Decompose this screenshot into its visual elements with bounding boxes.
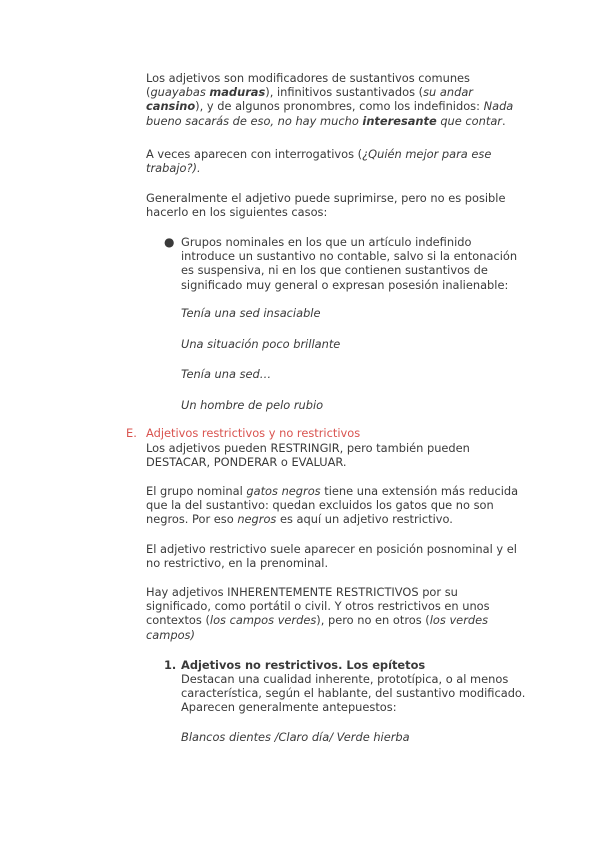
example-line: Tenía una sed insaciable <box>181 306 321 320</box>
example-line: Blancos dientes /Claro día/ Verde hierba <box>181 730 410 744</box>
section-letter: E. <box>126 426 137 440</box>
example-line: Un hombre de pelo rubio <box>181 398 324 412</box>
paragraph-restrict <box>146 441 526 469</box>
bullet-icon: ● <box>164 235 175 249</box>
text-span: ), infinitivos sustantivados ( <box>265 85 424 100</box>
example-line: Tenía una sed… <box>181 367 272 381</box>
text-span: ), y de algunos pronombres, como los indefinidos: <box>195 99 484 114</box>
subsection-body: Destacan una cualidad inherente, prototípica, o al menos característica, según el hablante, del sustantivo modificado. Aparecen generalmente antepuestos: <box>181 672 526 715</box>
text-paragraph: Generalmente el adjetivo puede suprimirse, pero no es posible hacerlo en los siguientes casos: <box>146 191 506 220</box>
example-italic: su andar <box>423 85 473 100</box>
example-bold-italic: maduras <box>209 85 266 100</box>
text-span: tiene una extensión más reducida que la del sustantivo: quedan excluidos los gatos que no son negros. Por eso <box>146 484 519 527</box>
example-italic: negros <box>237 512 277 527</box>
text-span: A veces aparecen con interrogativos ( <box>146 147 363 161</box>
paragraph-suppression <box>146 191 526 219</box>
text-paragraph: Los adjetivos pueden RESTRINGIR, pero también pueden DESTACAR, PONDERAR o EVALUAR. <box>146 441 470 470</box>
paragraph-gatos-negros <box>146 484 526 527</box>
example-italic: ) <box>190 627 195 642</box>
text-span: El grupo nominal <box>146 484 247 498</box>
paragraph-position <box>146 542 526 570</box>
example-italic: gatos negros <box>246 484 321 498</box>
text-span: ), pero no en otros ( <box>316 613 430 628</box>
text-span: . <box>501 113 506 128</box>
example-italic: que contar <box>436 113 502 128</box>
example-italic: ¿Quién mejor para ese trabajo?). <box>146 147 492 176</box>
paragraph-inherent <box>146 585 526 642</box>
text-span: Los adjetivos son modificadores de sustantivos comunes ( <box>146 71 470 100</box>
section-title: Adjetivos restrictivos y no restrictivos <box>146 426 361 440</box>
example-italic: los verdes campos <box>146 613 489 642</box>
list-number: 1. <box>164 658 177 672</box>
text-span: Hay adjetivos INHERENTEMENTE RESTRICTIVOS por su significado, como portátil o civil. Y otros restrictivos en unos contextos ( <box>146 585 490 628</box>
example-italic: los campos verdes <box>209 613 317 628</box>
subsection-title: Adjetivos no restrictivos. Los epítetos <box>181 658 426 672</box>
text-span: es aquí un adjetivo restrictivo. <box>276 512 453 527</box>
example-line: Una situación poco brillante <box>181 337 341 351</box>
example-italic: guayabas <box>150 85 210 100</box>
paragraph-interrogatives <box>146 147 526 175</box>
paragraph-adjective-definition <box>146 71 526 128</box>
example-bold-italic: cansino <box>146 99 196 114</box>
bullet-text: Grupos nominales en los que un artículo indefinido introduce un sustantivo no contable, salvo si la entonación es suspensiva, ni en los que contienen sustantivos de significado muy general o expresan posesión inalienable: <box>181 235 518 292</box>
text-paragraph: El adjetivo restrictivo suele aparecer en posición posnominal y el no restrictivo, en la prenominal. <box>146 542 517 571</box>
example-bold-italic: interesante <box>362 113 437 128</box>
example-italic: Nada bueno sacarás de eso, no hay mucho <box>146 99 514 128</box>
